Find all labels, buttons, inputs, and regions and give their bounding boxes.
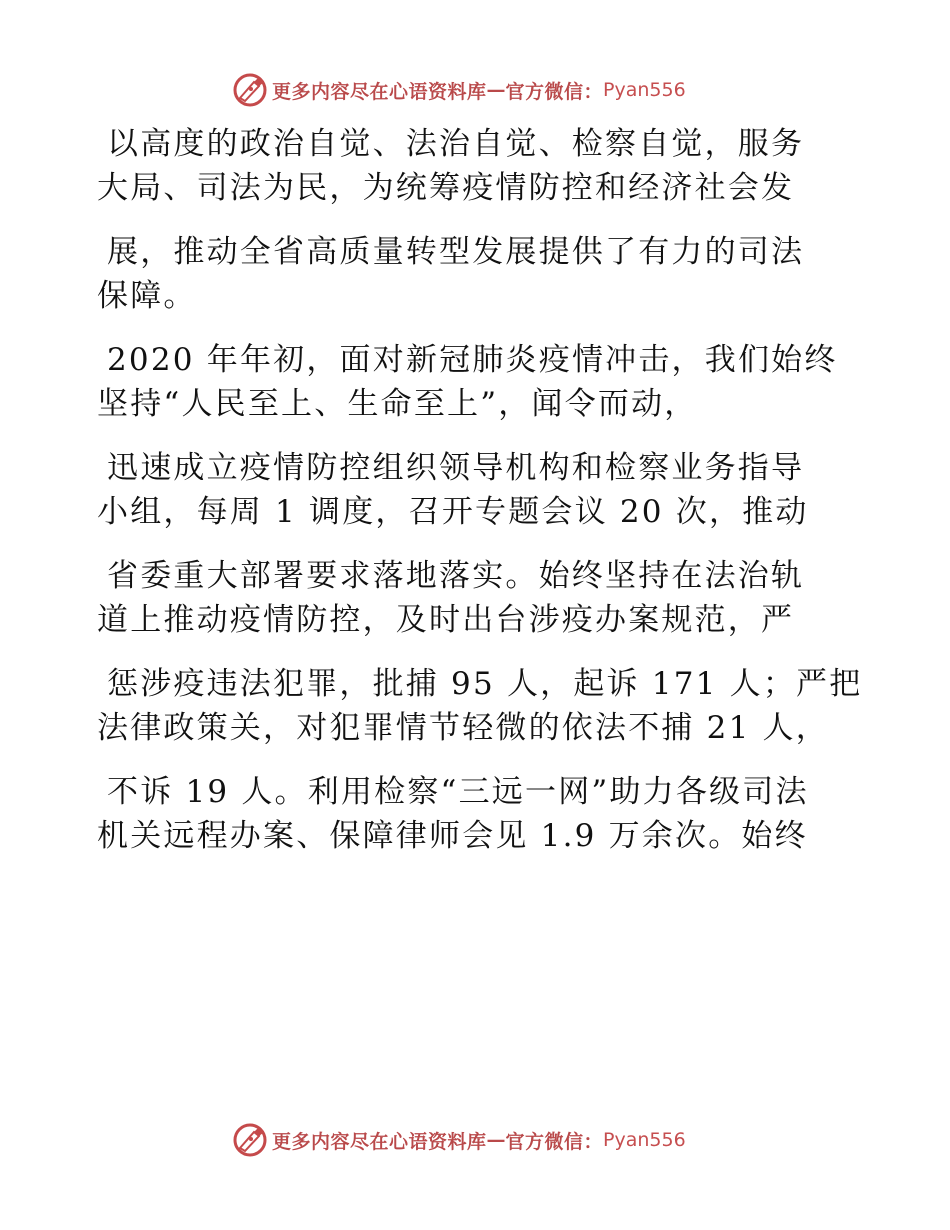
banner-main-text: 更多内容尽在心语资料库 (272, 1130, 487, 1153)
footer-banner (232, 1120, 686, 1160)
text-line: 迅速成立疫情防控组织领导机构和检察业务指导 (107, 450, 805, 486)
text-line: 机关远程办案、保障律师会见 1.9 万余次。始终 (97, 818, 808, 854)
text-line: 2020 年年初，面对新冠肺炎疫情冲击，我们始终 (107, 342, 838, 378)
text-line: 大局、司法为民，为统筹疫情防控和经济社会发 (97, 170, 795, 206)
text-line: 小组，每周 1 调度，召开专题会议 20 次，推动 (97, 494, 809, 530)
document-body (97, 122, 863, 858)
banner-main-text: 更多内容尽在心语资料库 (272, 80, 487, 103)
banner-label: 官方微信： (505, 80, 604, 103)
banner-label: 官方微信： (505, 1130, 604, 1153)
pen-nib-logo-icon (232, 1122, 268, 1158)
text-line: 展，推动全省高质量转型发展提供了有力的司法 (107, 234, 805, 270)
text-line: 惩涉疫违法犯罪，批捕 95 人，起诉 171 人；严把 (107, 666, 863, 702)
banner-handle: Pyan556 (603, 79, 686, 101)
text-line: 道上推动疫情防控，及时出台涉疫办案规范，严 (97, 602, 795, 638)
text-line: 以高度的政治自觉、法治自觉、检察自觉，服务 (107, 126, 805, 162)
text-line: 保障。 (97, 278, 197, 314)
banner-separator: — (486, 79, 506, 101)
text-line: 法律政策关，对犯罪情节轻微的依法不捕 21 人， (97, 710, 829, 746)
text-line: 省委重大部署要求落地落实。始终坚持在法治轨 (107, 558, 805, 594)
text-line: 坚持“人民至上、生命至上”，闻令而动， (97, 386, 698, 422)
header-banner (232, 70, 686, 110)
banner-handle: Pyan556 (603, 1129, 686, 1151)
text-line: 不诉 19 人。利用检察“三远一网”助力各级司法 (107, 774, 809, 810)
pen-nib-logo-icon (232, 72, 268, 108)
banner-separator: — (486, 1129, 506, 1151)
